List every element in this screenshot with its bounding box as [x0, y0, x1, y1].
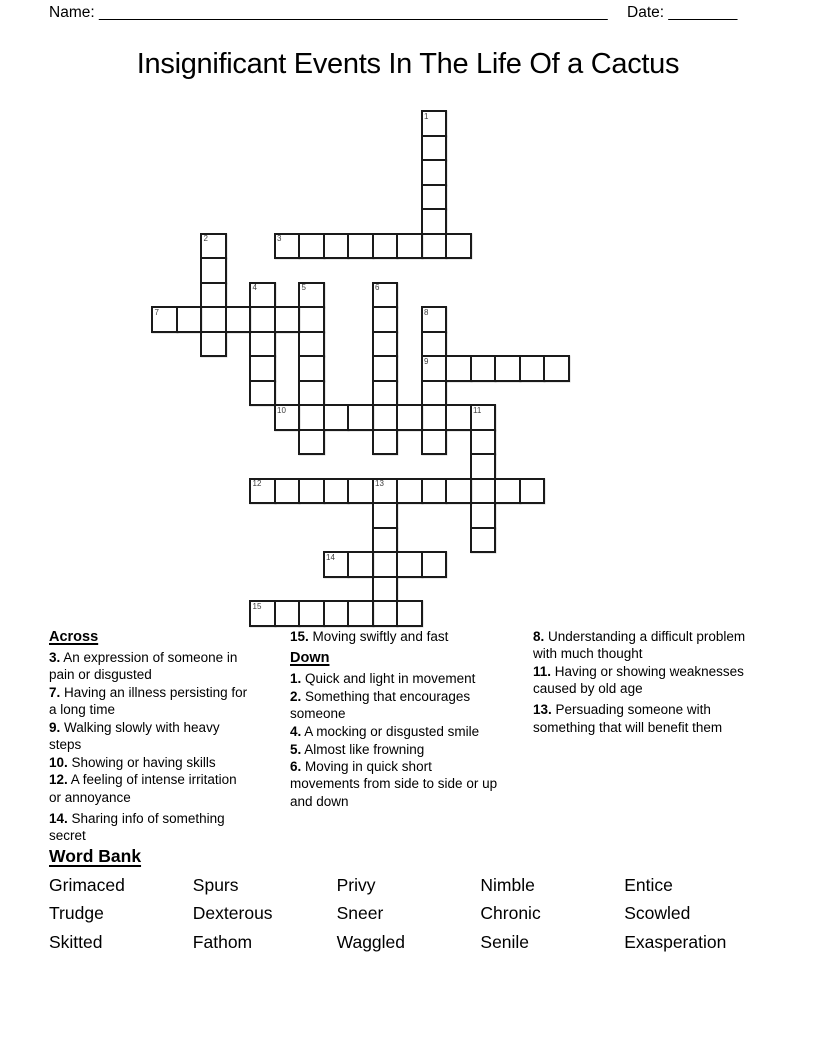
- grid-cell[interactable]: [225, 306, 252, 333]
- cell-number: 6: [375, 283, 380, 292]
- grid-cell[interactable]: [274, 233, 301, 260]
- clue-6: 6. Moving in quick short movements from side to side or up and down: [290, 759, 498, 809]
- grid-cell[interactable]: [421, 184, 448, 211]
- clue-10: 10. Showing or having skills: [49, 754, 216, 770]
- grid-cell[interactable]: [396, 551, 423, 578]
- grid-cell[interactable]: [519, 355, 546, 382]
- grid-cell[interactable]: [347, 404, 374, 431]
- date-label: Date:: [627, 4, 665, 21]
- cell-number: 13: [375, 479, 384, 488]
- grid-cell[interactable]: [176, 306, 203, 333]
- grid-cell[interactable]: [151, 306, 178, 333]
- cell-number: 2: [203, 234, 208, 243]
- grid-cell[interactable]: [421, 478, 448, 505]
- grid-cell[interactable]: [298, 331, 325, 358]
- clue-number: 6.: [290, 759, 302, 775]
- grid-cell[interactable]: [372, 576, 399, 603]
- grid-cell[interactable]: [421, 208, 448, 235]
- grid-cell[interactable]: [249, 600, 276, 627]
- cell-number: 8: [424, 307, 429, 317]
- grid-cell[interactable]: [249, 282, 276, 309]
- grid-cell[interactable]: [519, 478, 546, 505]
- grid-cell[interactable]: [323, 233, 350, 260]
- clue-number: 15.: [290, 629, 309, 644]
- clue-number: 9.: [49, 719, 61, 735]
- grid-cell[interactable]: [372, 380, 399, 407]
- grid-cell[interactable]: [274, 478, 301, 505]
- grid-cell[interactable]: [200, 257, 227, 284]
- grid-cell[interactable]: [347, 551, 374, 578]
- grid-cell[interactable]: [298, 404, 325, 431]
- cell-number: 4: [252, 283, 257, 292]
- cell-number: 1: [424, 111, 429, 121]
- word-bank-word: Senile: [480, 931, 530, 952]
- clue-14: 14. Sharing info of something secret: [49, 810, 225, 844]
- grid-cell[interactable]: [249, 355, 276, 382]
- word-bank-word: Entice: [624, 875, 673, 895]
- page-title: Insignificant Events In The Life Of a Cactus: [136, 48, 680, 80]
- grid-cell[interactable]: [445, 404, 472, 431]
- grid-cell[interactable]: [421, 233, 448, 260]
- clue-15: 15. Moving swiftly and fast: [290, 629, 449, 644]
- word-bank: [49, 871, 768, 956]
- grid-cell[interactable]: [200, 331, 227, 358]
- cell-number: 12: [252, 479, 262, 488]
- clue-12: 12. A feeling of intense irritation or annoyance: [49, 772, 237, 805]
- down-heading: Down: [290, 650, 330, 667]
- word-bank-word: Scowled: [624, 903, 691, 924]
- grid-cell[interactable]: [470, 478, 497, 505]
- grid-cell[interactable]: [249, 306, 276, 333]
- grid-cell[interactable]: [470, 502, 497, 529]
- word-bank-word: Trudge: [49, 903, 104, 924]
- clue-number: 7.: [49, 684, 61, 700]
- word-bank-word: Grimaced: [49, 875, 125, 895]
- grid-cell[interactable]: [543, 355, 570, 382]
- word-bank-word: Dexterous: [192, 903, 273, 924]
- clue-number: 12.: [49, 772, 68, 788]
- cell-number: 15: [252, 601, 262, 611]
- grid-cell[interactable]: [298, 600, 325, 627]
- across-heading: Across: [49, 629, 99, 645]
- word-bank-word: Chronic: [480, 903, 541, 924]
- grid-cell[interactable]: [298, 282, 325, 309]
- word-bank-word: Waggled: [336, 931, 406, 952]
- grid-cell[interactable]: [323, 404, 350, 431]
- clue-column-middle: [290, 628, 502, 810]
- clue-number: 14.: [49, 810, 68, 826]
- grid-cell[interactable]: [494, 355, 521, 382]
- clue-4: 4. A mocking or disgusted smile: [290, 723, 480, 739]
- grid-cell[interactable]: [323, 478, 350, 505]
- clue-number: 10.: [49, 754, 68, 770]
- clue-13: 13. Persuading someone with something that will benefit them: [533, 702, 723, 735]
- grid-cell[interactable]: [421, 380, 448, 407]
- word-bank-word: Nimble: [480, 875, 535, 895]
- grid-cell[interactable]: [445, 233, 472, 260]
- clue-7: 7. Having an illness persisting for a long time: [49, 684, 248, 718]
- grid-cell[interactable]: [396, 478, 423, 505]
- grid-cell[interactable]: [372, 502, 399, 529]
- cell-number: 9: [424, 356, 429, 366]
- cell-number: 10: [277, 405, 286, 415]
- grid-cell[interactable]: [298, 429, 325, 456]
- word-bank-word: Skitted: [49, 931, 103, 952]
- grid-cell[interactable]: [372, 282, 399, 309]
- grid-cell[interactable]: [421, 331, 448, 358]
- grid-cell[interactable]: [445, 355, 472, 382]
- word-bank-word: Fathom: [192, 931, 253, 952]
- grid-cell[interactable]: [372, 600, 399, 627]
- clue-number: 5.: [290, 741, 302, 757]
- clue-number: 13.: [533, 702, 552, 718]
- grid-cell[interactable]: [421, 159, 448, 186]
- grid-cell[interactable]: [347, 233, 374, 260]
- clue-8: 8. Understanding a difficult problem with much thought: [533, 629, 746, 662]
- grid-cell[interactable]: [372, 233, 399, 260]
- grid-cell[interactable]: [347, 600, 374, 627]
- grid-cell[interactable]: [494, 478, 521, 505]
- grid-cell[interactable]: [421, 306, 448, 333]
- grid-cell[interactable]: [421, 110, 448, 137]
- grid-cell[interactable]: [470, 453, 497, 480]
- cell-number: 11: [473, 405, 482, 415]
- clue-5: 5. Almost like frowning: [290, 741, 425, 757]
- clue-column-across: [49, 628, 252, 845]
- grid-cell[interactable]: [396, 233, 423, 260]
- grid-cell[interactable]: [421, 429, 448, 456]
- grid-cell[interactable]: [372, 478, 399, 505]
- grid-cell[interactable]: [274, 404, 301, 431]
- word-bank-word: Spurs: [192, 875, 239, 895]
- clue-number: 4.: [290, 723, 302, 739]
- clue-number: 11.: [533, 663, 552, 679]
- grid-cell[interactable]: [421, 355, 448, 382]
- cell-number: 7: [154, 307, 159, 317]
- clue-1: 1. Quick and light in movement: [290, 671, 476, 687]
- grid-cell[interactable]: [372, 551, 399, 578]
- grid-cell[interactable]: [470, 429, 497, 456]
- grid-cell[interactable]: [421, 135, 448, 162]
- grid-cell[interactable]: [249, 331, 276, 358]
- grid-cell[interactable]: [421, 404, 448, 431]
- grid-cell[interactable]: [298, 233, 325, 260]
- grid-cell[interactable]: [372, 306, 399, 333]
- name-blank-line: ___________________________________________________________: [98, 4, 608, 21]
- cell-number: 5: [301, 283, 306, 292]
- grid-cell[interactable]: [274, 600, 301, 627]
- grid-cell[interactable]: [298, 380, 325, 407]
- grid-cell[interactable]: [200, 306, 227, 333]
- clue-9: 9. Walking slowly with heavy steps: [49, 719, 220, 753]
- clue-number: 8.: [533, 629, 545, 644]
- word-bank-word: Sneer: [336, 903, 384, 924]
- clue-11: 11. Having or showing weaknesses caused by old age: [533, 663, 744, 697]
- clue-2: 2. Something that encourages someone: [290, 688, 471, 722]
- cell-number: 14: [326, 552, 335, 562]
- grid-cell[interactable]: [249, 380, 276, 407]
- clue-number: 2.: [290, 688, 302, 704]
- grid-cell[interactable]: [347, 478, 374, 505]
- date-blank-line: ________: [668, 4, 738, 21]
- grid-cell[interactable]: [372, 331, 399, 358]
- grid-cell[interactable]: [372, 527, 399, 554]
- grid-cell[interactable]: [298, 355, 325, 382]
- grid-cell[interactable]: [445, 478, 472, 505]
- grid-cell[interactable]: [372, 355, 399, 382]
- grid-cell[interactable]: [470, 404, 497, 431]
- grid-cell[interactable]: [396, 404, 423, 431]
- grid-cell[interactable]: [298, 478, 325, 505]
- grid-cell[interactable]: [396, 600, 423, 627]
- grid-cell[interactable]: [470, 355, 497, 382]
- clue-number: 1.: [290, 671, 302, 687]
- grid-cell[interactable]: [323, 551, 350, 578]
- name-label: Name:: [49, 4, 95, 21]
- word-bank-word: Exasperation: [624, 931, 727, 952]
- grid-cell[interactable]: [274, 306, 301, 333]
- grid-cell[interactable]: [200, 233, 227, 260]
- word-bank-heading: Word Bank: [49, 846, 142, 866]
- word-bank-word: Privy: [336, 875, 376, 895]
- grid-cell[interactable]: [200, 282, 227, 309]
- grid-cell[interactable]: [470, 527, 497, 554]
- grid-cell[interactable]: [372, 404, 399, 431]
- grid-cell[interactable]: [372, 429, 399, 456]
- clue-3: 3. An expression of someone in pain or disgusted: [49, 650, 238, 683]
- grid-cell[interactable]: [249, 478, 276, 505]
- grid-cell[interactable]: [421, 551, 448, 578]
- clue-column-down: [533, 628, 771, 736]
- grid-cell[interactable]: [323, 600, 350, 627]
- grid-cell[interactable]: [298, 306, 325, 333]
- cell-number: 3: [277, 234, 282, 243]
- clue-number: 3.: [49, 650, 61, 665]
